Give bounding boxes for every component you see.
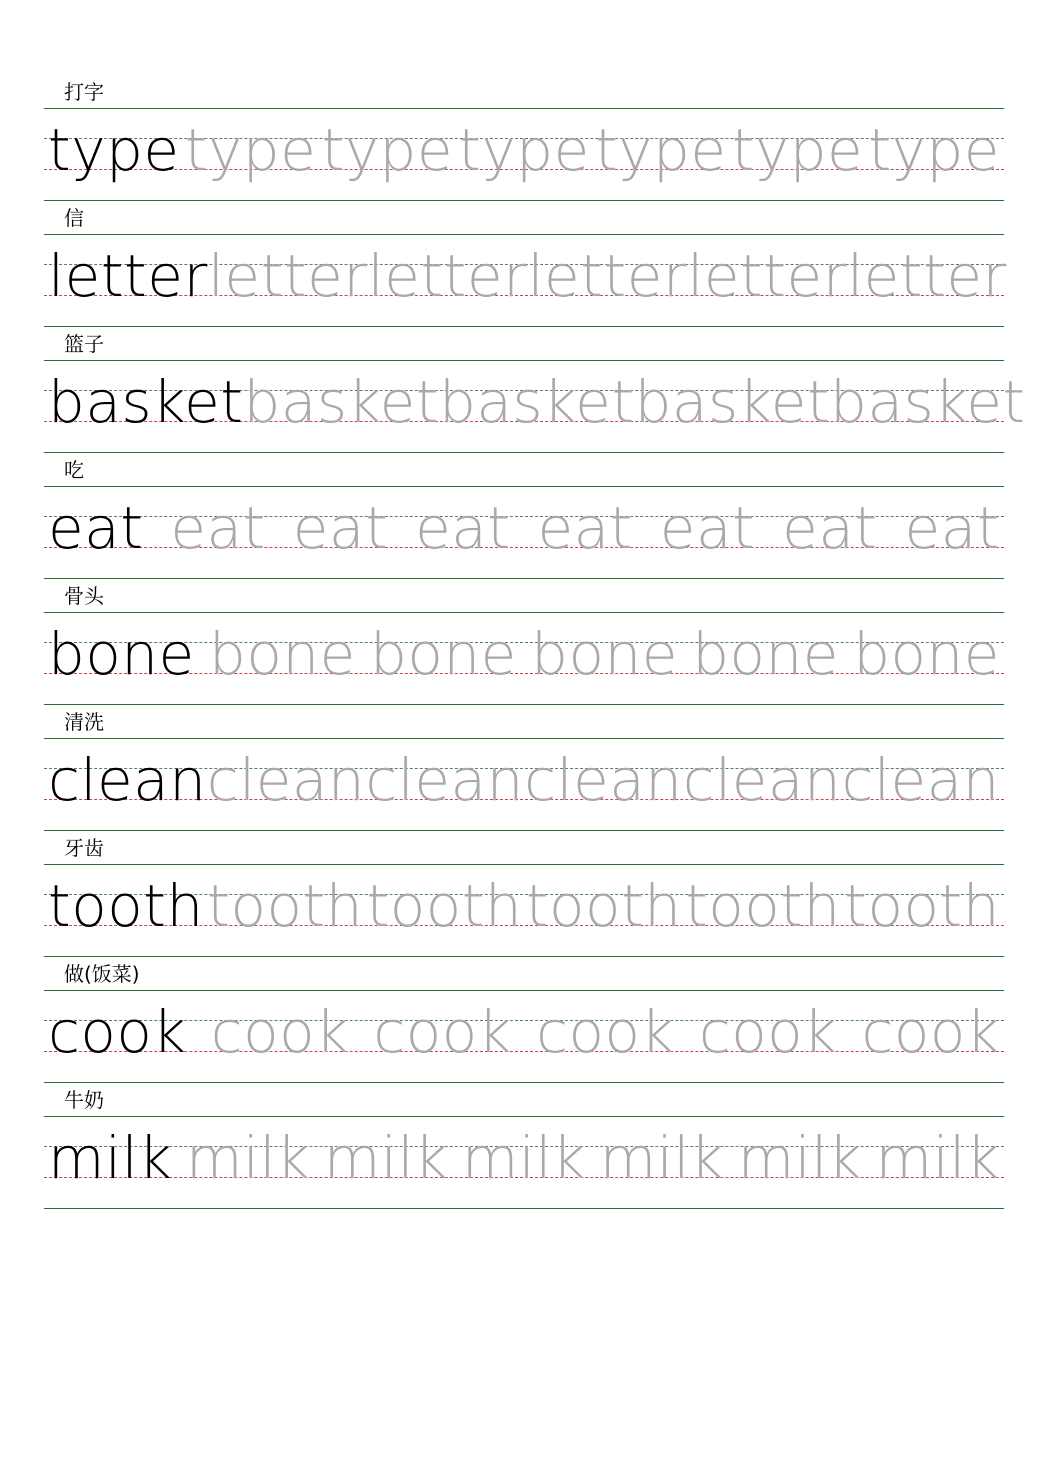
- model-word: cook: [48, 998, 187, 1066]
- word-sequence: [44, 612, 1004, 704]
- guide-line-solid-bottom: [44, 200, 1004, 201]
- trace-word: type: [868, 116, 1000, 184]
- trace-word: milk: [875, 1124, 1000, 1192]
- trace-word: cook: [536, 998, 675, 1066]
- ruled-lines: [44, 612, 1004, 704]
- model-word: milk: [48, 1124, 173, 1192]
- trace-word: letter: [687, 242, 848, 310]
- ruled-lines: [44, 990, 1004, 1082]
- trace-word: eat: [659, 494, 756, 562]
- trace-word: type: [731, 116, 864, 184]
- model-word: eat: [48, 494, 144, 562]
- trace-word: eat: [415, 494, 511, 562]
- trace-word: clean: [524, 746, 683, 814]
- practice-row: [44, 582, 1004, 704]
- guide-line-solid-bottom: [44, 1208, 1004, 1209]
- ruled-lines: [44, 486, 1004, 578]
- trace-word: letter: [207, 242, 368, 310]
- chinese-gloss: 骨头: [64, 584, 104, 608]
- trace-word: clean: [365, 746, 524, 814]
- word-sequence: [44, 864, 1004, 956]
- practice-row: [44, 1086, 1004, 1208]
- chinese-gloss: 信: [64, 206, 84, 230]
- word-sequence: [44, 486, 1004, 578]
- guide-line-solid-bottom: [44, 578, 1004, 579]
- ruled-lines: [44, 864, 1004, 956]
- trace-word: milk: [737, 1124, 863, 1192]
- trace-word: bone: [531, 620, 678, 688]
- word-sequence: [44, 108, 1004, 200]
- trace-word: cook: [210, 998, 350, 1066]
- trace-word: basket: [634, 368, 831, 436]
- trace-word: tooth: [366, 872, 523, 940]
- trace-word: basket: [830, 368, 1026, 436]
- trace-word: letter: [527, 242, 688, 310]
- chinese-gloss: 篮子: [64, 332, 104, 356]
- chinese-gloss: 做(饭菜): [64, 962, 140, 986]
- word-sequence: [44, 990, 1004, 1082]
- trace-word: eat: [170, 494, 266, 562]
- trace-word: tooth: [685, 872, 841, 940]
- trace-word: milk: [185, 1124, 311, 1192]
- practice-row: [44, 204, 1007, 326]
- trace-word: basket: [243, 368, 440, 436]
- practice-row: [44, 708, 1004, 830]
- model-word: type: [48, 116, 180, 184]
- guide-line-solid-bottom: [44, 830, 1004, 831]
- chinese-gloss: 牙齿: [64, 836, 104, 860]
- guide-line-solid-bottom: [44, 1082, 1004, 1083]
- trace-word: cook: [373, 998, 512, 1066]
- trace-word: letter: [367, 242, 528, 310]
- trace-word: tooth: [207, 872, 363, 940]
- practice-row: [44, 78, 1004, 200]
- trace-word: eat: [904, 494, 1000, 562]
- trace-word: clean: [206, 746, 366, 814]
- ruled-lines: [44, 1116, 1004, 1208]
- trace-word: type: [321, 116, 454, 184]
- model-word: clean: [48, 746, 207, 814]
- ruled-lines: [44, 108, 1004, 200]
- ruled-lines: [44, 360, 1026, 452]
- model-word: bone: [48, 620, 195, 688]
- model-word: letter: [48, 242, 208, 310]
- trace-word: eat: [782, 494, 878, 562]
- model-word: basket: [48, 368, 244, 436]
- trace-word: basket: [439, 368, 635, 436]
- guide-line-solid-bottom: [44, 452, 1004, 453]
- ruled-lines: [44, 738, 1004, 830]
- guide-line-solid-bottom: [44, 704, 1004, 705]
- word-sequence: [44, 1116, 1004, 1208]
- trace-word: tooth: [844, 872, 1000, 940]
- model-word: tooth: [48, 872, 204, 940]
- trace-word: letter: [847, 242, 1007, 310]
- trace-word: eat: [537, 494, 633, 562]
- trace-word: tooth: [525, 872, 682, 940]
- trace-word: bone: [209, 620, 356, 688]
- guide-line-solid-bottom: [44, 956, 1004, 957]
- trace-word: milk: [599, 1124, 725, 1192]
- trace-word: clean: [841, 746, 1000, 814]
- chinese-gloss: 打字: [64, 80, 104, 104]
- chinese-gloss: 吃: [64, 458, 84, 482]
- trace-word: milk: [323, 1124, 449, 1192]
- trace-word: cook: [698, 998, 838, 1066]
- trace-word: bone: [853, 620, 1000, 688]
- trace-word: bone: [370, 620, 517, 688]
- practice-row: [44, 960, 1004, 1082]
- word-sequence: [44, 234, 1007, 326]
- practice-row: [44, 456, 1004, 578]
- worksheet-rows: [44, 78, 1026, 1208]
- practice-row: [44, 834, 1004, 956]
- trace-word: type: [184, 116, 317, 184]
- word-sequence: [44, 360, 1026, 452]
- chinese-gloss: 清洗: [64, 710, 104, 734]
- ruled-lines: [44, 234, 1007, 326]
- trace-word: bone: [692, 620, 839, 688]
- trace-word: eat: [292, 494, 389, 562]
- practice-row: [44, 330, 1026, 452]
- trace-word: clean: [682, 746, 842, 814]
- chinese-gloss: 牛奶: [64, 1088, 104, 1112]
- word-sequence: [44, 738, 1004, 830]
- trace-word: type: [594, 116, 727, 184]
- trace-word: type: [458, 116, 590, 184]
- guide-line-solid-bottom: [44, 326, 1004, 327]
- trace-word: cook: [861, 998, 1000, 1066]
- trace-word: milk: [461, 1124, 587, 1192]
